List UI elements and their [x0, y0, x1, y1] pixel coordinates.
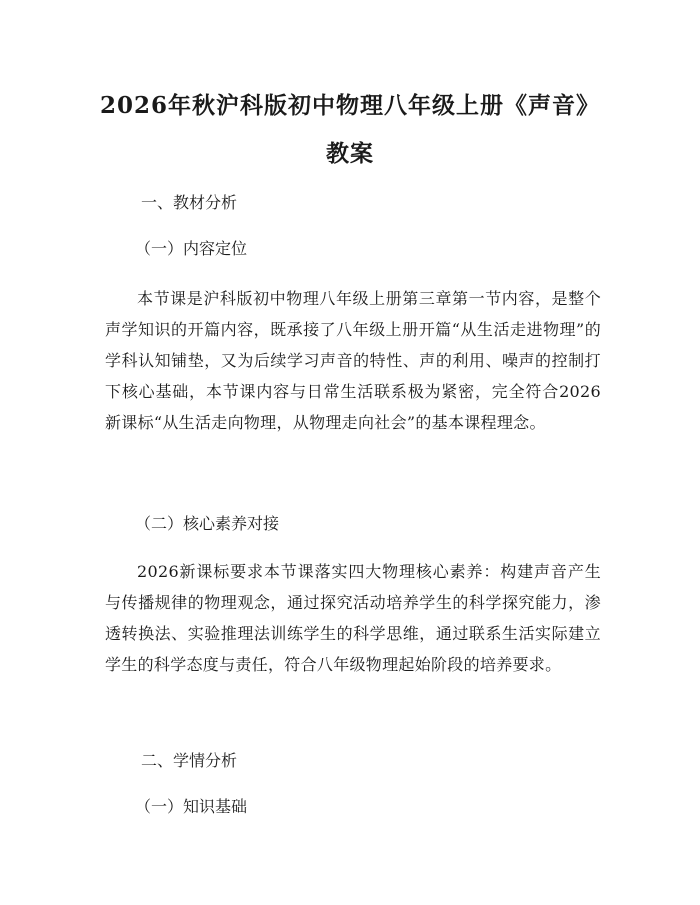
document-title: 2026年秋沪科版初中物理八年级上册《声音》教案	[100, 92, 601, 167]
subheading-content-positioning: （一）内容定位	[135, 239, 248, 258]
subheading-core-literacy: （二）核心素养对接	[135, 514, 280, 533]
paragraph-content-positioning: 本节课是沪科版初中物理八年级上册第三章第一节内容，是整个声学知识的开篇内容，既承接了八年级上册开篇“从生活走进物理”的学科认知铺垫，又为后续学习声音的特性、声的利用、噪声的控制打下核心基础，本节课内容与日常生活联系极为紧密，完全符合2026新课标“从生活走向物理，从物理走向社会”的基本课程理念。	[105, 289, 601, 432]
subheading-knowledge-basis: （一）知识基础	[135, 797, 248, 816]
section-heading-textbook-analysis: 一、教材分析	[141, 193, 238, 212]
paragraph-core-literacy: 2026新课标要求本节课落实四大物理核心素养：构建声音产生与传播规律的物理观念，通过探究活动培养学生的科学探究能力，渗透转换法、实验推理法训练学生的科学思维，通过联系生活实际建立学生的科学态度与责任，符合八年级物理起始阶段的培养要求。	[105, 562, 601, 674]
section-heading-learner-analysis: 二、学情分析	[141, 751, 238, 770]
